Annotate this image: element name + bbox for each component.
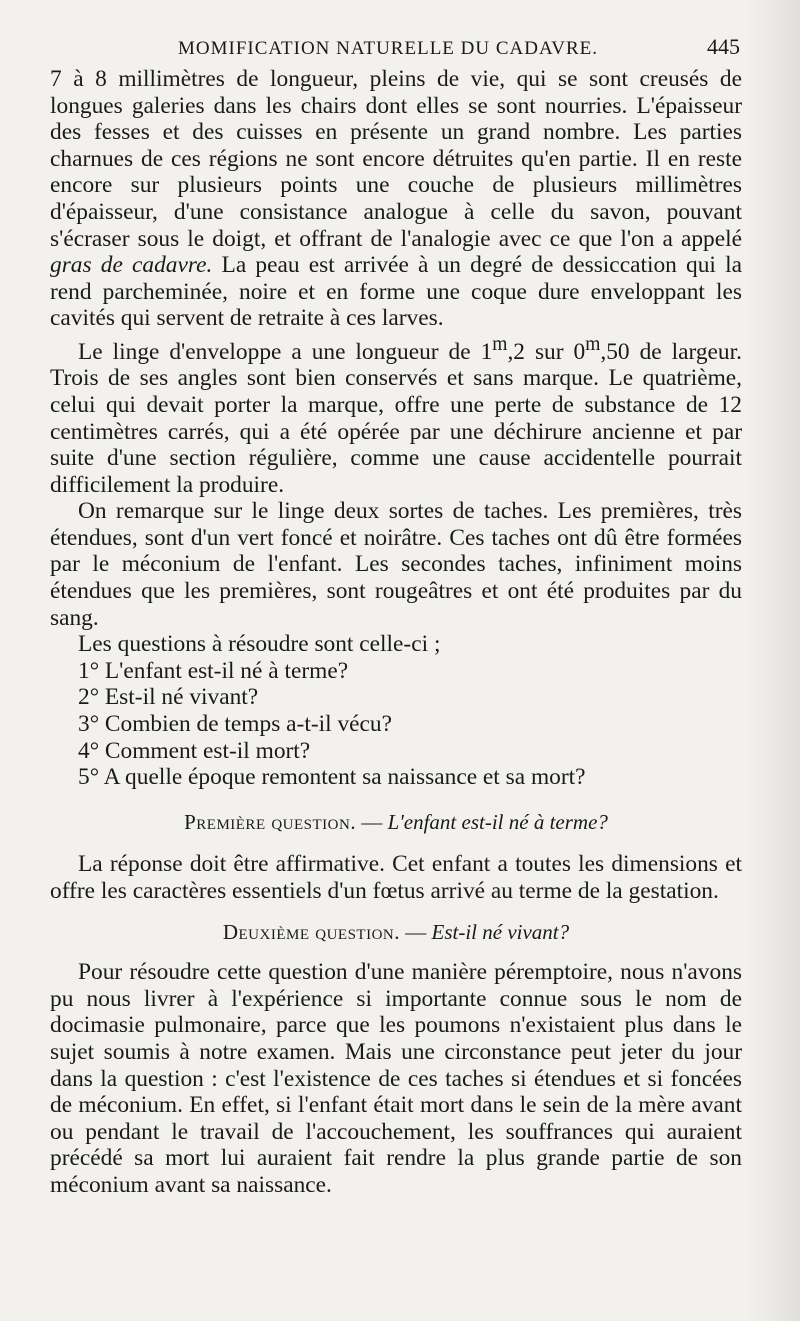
paragraph: On remarque sur le linge deux sortes de taches. Les premières, très étendues, sont d'un vert foncé et noirâtre. Ces taches ont dû être formées par le méconium de l'enfant. Les secondes taches, infiniment moins étendues que les premières, sont rougeâtres et ont été produites par du sang.: [50, 498, 742, 631]
section-question: L'enfant est-il né à terme?: [387, 809, 608, 834]
list-item: 4° Comment est-il mort?: [78, 737, 311, 764]
list-item: 3° Combien de temps a-t-il vécu?: [78, 711, 392, 738]
page-number: 445: [707, 34, 740, 59]
paragraph: La réponse doit être affirmative. Cet enfant a toutes les dimensions et offre les caractères essentiels d'un fœtus arrivé au terme de la gestation.: [50, 851, 742, 905]
running-head-title: MOMIFICATION NATURELLE DU CADAVRE.: [178, 38, 598, 59]
section-question: Est-il né vivant?: [431, 919, 570, 944]
paragraph: Les questions à résoudre sont celle-ci ;: [78, 631, 441, 658]
page-edge-shadow: [744, 0, 800, 1321]
section-heading: [50, 809, 742, 836]
list-item: 2° Est-il né vivant?: [78, 684, 259, 711]
paragraph: 7 à 8 millimètres de longueur, pleins de vie, qui se sont creusés de longues galeries dans les chairs dont elles se sont nourries. L'épaisseur des fesses et des cuisses en présente un grand nombre. Les parties charnues de ces régions ne sont encore détruites qu'en partie. Il en reste encore sur plusieurs points une couche de plusieurs millimètres d'épaisseur, d'une consistance analogue à celle du savon, pouvant s'écraser sous le doigt, et offrant de l'analogie avec ce que l'on a appelé gras de cadavre. La peau est arrivée à un degré de dessiccation qui la rend parcheminée, noire et en forme une coque dure enveloppant les cavités qui servent de retraite à ces larves.: [50, 66, 742, 332]
section-heading: [50, 919, 742, 946]
paragraph: Pour résoudre cette question d'une manière péremptoire, nous n'avons pu nous livrer à l'expérience si importante connue sous le nom de docimasie pulmonaire, parce que les poumons n'existaient plus dans le sujet soumis à notre examen. Mais une circonstance peut jeter du jour dans la question : c'est l'existence de ces taches si étendues et si foncées de méconium. En effet, si l'enfant était mort dans le sein de la mère avant ou pendant le travail de l'accouchement, les souffrances qui auraient précédé sa mort lui auraient fait rendre la plus grande partie de son méconium avant sa naissance.: [50, 959, 742, 1198]
section-label: Deuxième question.: [222, 919, 400, 944]
running-head: [178, 34, 742, 60]
section-label: Première question.: [184, 809, 357, 834]
list-item: 1° L'enfant est-il né à terme?: [78, 657, 349, 684]
paragraph: Le linge d'enveloppe a une longueur de 1$^m$,2 sur 0$^m$,50 de largeur. Trois de ses angles sont bien conservés et sans marque. Le quatrième, celui qui devait porter la marque, offre une perte de substance de 12 centimètres carrés, qui a été opérée par une déchirure ancienne et par suite d'une section régulière, comme une cause accidentelle pourrait difficilement la produire.: [50, 333, 742, 498]
section-dash: —: [405, 919, 427, 944]
list-item: 5° A quelle époque remontent sa naissance et sa mort?: [78, 764, 586, 791]
body-text: [50, 66, 742, 1199]
section-dash: —: [361, 809, 383, 834]
question-list: [50, 658, 742, 791]
